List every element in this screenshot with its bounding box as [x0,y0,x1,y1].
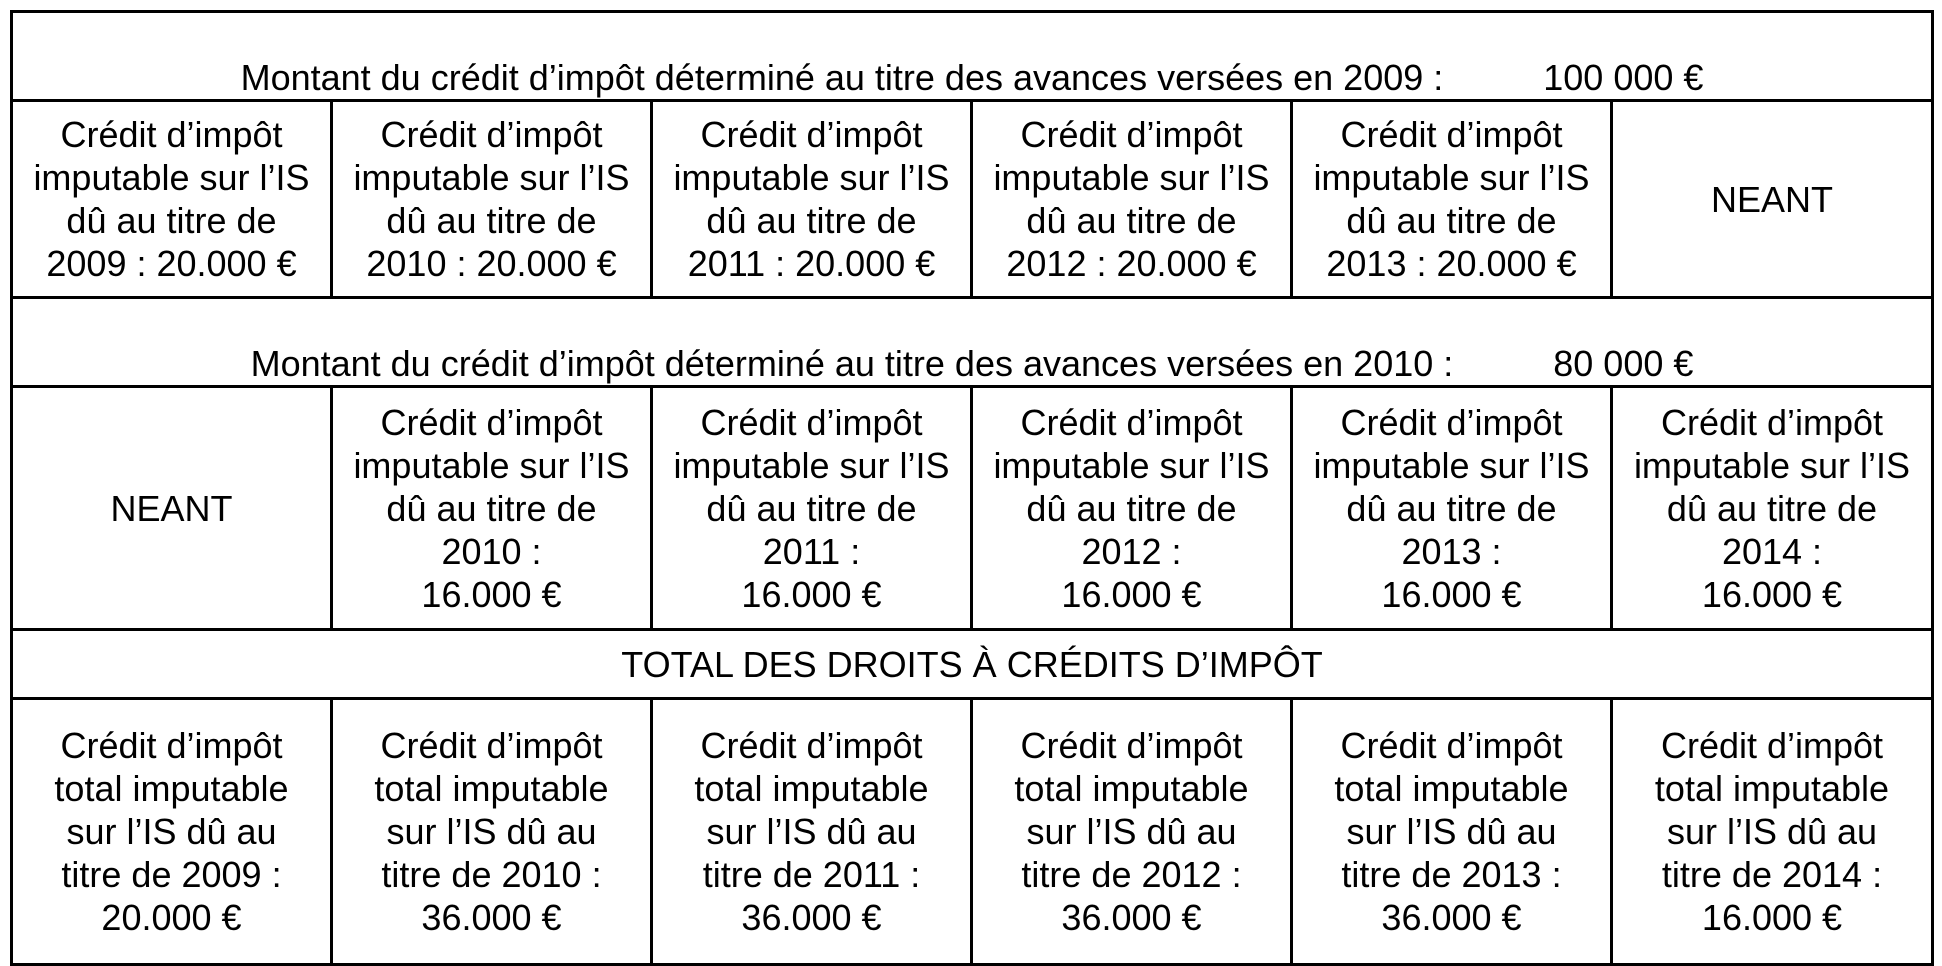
total-cell: Crédit d’impôt total imputable sur l’IS dû au titre de 2011 : 36.000 € [652,699,972,965]
section-2009-header [12,12,1933,101]
section-2009-cell: Crédit d’impôt imputable sur l’IS dû au titre de 2012 : 20.000 € [972,101,1292,298]
section-2010-title: Montant du crédit d’impôt déterminé au titre des avances versées en 2010 : [250,343,1454,384]
section-2010-amount: 80 000 € [1553,343,1694,384]
section-2009-cell: Crédit d’impôt imputable sur l’IS dû au titre de 2010 : 20.000 € [332,101,652,298]
section-2010-cell: Crédit d’impôt imputable sur l’IS dû au titre de 2010 : 16.000 € [332,387,652,630]
section-2009-cell: Crédit d’impôt imputable sur l’IS dû au titre de 2013 : 20.000 € [1292,101,1612,298]
total-row [12,699,1933,965]
total-cell: Crédit d’impôt total imputable sur l’IS dû au titre de 2009 : 20.000 € [12,699,332,965]
section-2010-cell: Crédit d’impôt imputable sur l’IS dû au titre de 2011 : 16.000 € [652,387,972,630]
total-cell: Crédit d’impôt total imputable sur l’IS dû au titre de 2014 : 16.000 € [1612,699,1933,965]
total-cell: Crédit d’impôt total imputable sur l’IS dû au titre de 2013 : 36.000 € [1292,699,1612,965]
section-2010-cell: NEANT [12,387,332,630]
section-2010-cell: Crédit d’impôt imputable sur l’IS dû au titre de 2012 : 16.000 € [972,387,1292,630]
section-2010-cell: Crédit d’impôt imputable sur l’IS dû au titre de 2014 : 16.000 € [1612,387,1933,630]
total-cell: Crédit d’impôt total imputable sur l’IS dû au titre de 2012 : 36.000 € [972,699,1292,965]
section-2009-cell: Crédit d’impôt imputable sur l’IS dû au titre de 2011 : 20.000 € [652,101,972,298]
section-2009-row [12,101,1933,298]
total-cell: Crédit d’impôt total imputable sur l’IS dû au titre de 2010 : 36.000 € [332,699,652,965]
section-2009-cell: Crédit d’impôt imputable sur l’IS dû au titre de 2009 : 20.000 € [12,101,332,298]
section-2009-header-row [12,12,1933,101]
section-2009-cell: NEANT [1612,101,1933,298]
section-2010-row [12,387,1933,630]
tax-credit-table [10,10,1934,966]
section-2009-amount: 100 000 € [1543,57,1704,98]
section-2010-cell: Crédit d’impôt imputable sur l’IS dû au titre de 2013 : 16.000 € [1292,387,1612,630]
section-2010-header-row [12,298,1933,387]
total-header-row [12,630,1933,699]
section-2009-title: Montant du crédit d’impôt déterminé au titre des avances versées en 2009 : [240,57,1444,98]
section-2010-header [12,298,1933,387]
total-header: TOTAL DES DROITS À CRÉDITS D’IMPÔT [12,630,1933,699]
